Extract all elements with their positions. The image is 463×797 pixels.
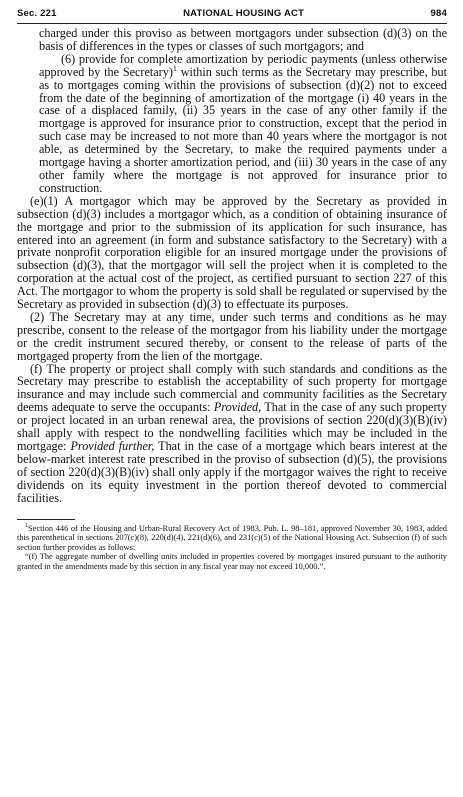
paragraph-6 [17,53,447,195]
page-number: 984 [430,8,447,19]
provided-italic: Provided, [213,400,262,415]
paragraph-6-part-a: (6) provide for complete amortization by periodic payments (unless otherwise approved by the Secretary) [39,51,447,79]
paragraph-f [17,363,447,505]
paragraph-5-continuation: charged under this proviso as between mortgagors under subsection (d)(3) on the basis of differences in the types or classes of such mortgagors; and [39,26,447,53]
footnote-divider [17,519,75,520]
document-page [17,8,447,572]
running-header [17,8,447,24]
provided-further-italic: Provided further, [70,439,155,453]
section-label: Sec. 221 [17,8,57,19]
paragraph-e2: (2) The Secretary may at any time, under such terms and conditions as he may prescribe, consent to the release of the mortgagor from his liability under the mortgage or the credit instrument secured thereby, or consent to the release of parts of the mortgaged property from the lien of the mortgage. [17,309,447,363]
paragraph-f-part-c: That in the case of a mortgage which bears interest at the below-market interest rate prescribed in the proviso of subsection (d)(5), the provisions of section 220(d)(3)(B)(iv) shall only apply if the mortgagor waives the right to receive dividends on its equity investment in the portion thereof devoted to commercial facilities. [17,439,447,505]
footnote-1-quote: “(f) The aggregate number of dwelling units included in properties covered by mortgages insured pursuant to the authority granted in the amendments made by this section in any fiscal year may not exceed 10,000.”. [17,552,447,571]
footnote-1 [17,524,447,553]
paragraph-f-part-a: (f) The property or project shall comply with such standards and conditions as the Secretary may prescribe to establish the acceptability of such property for mortgage insurance and may include such commercial and community facilities as the Secretary deems adequate to serve the occupants: [17,361,447,415]
body-text [17,27,447,505]
paragraph-e1: (e)(1) A mortgagor which may be approved by the Secretary as provided in subsection (d)(3) includes a mortgagor which, as a condition of obtaining insurance of the mortgage and prior to the submission of its application for such insurance, has entered into an agreement (in form and substance satisfactory to the Secretary) with a private nonprofit corporation eligible for an insured mortgage under the provisions of subsection (d)(3), that the mortgagor will sell the project when it is completed to the corporation at the actual cost of the project, as certified pursuant to section 227 of this Act. The mortgagor to whom the property is sold shall be regulated or supervised by the Secretary as provided in subsection (d)(3) to effectuate its purposes. [17,193,447,312]
paragraph-f-part-b: That in the case of any such property or project located in an urban renewal area, the provisions of section 220(d)(3)(B)(iv) shall apply with respect to the nondwelling facilities which may be included in the mortgage: [17,400,447,453]
footnote-reference: 1 [172,63,177,73]
act-title: NATIONAL HOUSING ACT [183,8,305,19]
footnote-1-marker: 1 [25,522,28,529]
footnote-1-text: Section 446 of the Housing and Urban-Rural Recovery Act of 1983, Pub. L. 98–181, approved November 30, 1983, added this parenthetical in sections 207(c)(8), 220(d)(4), 221(d)(6), and 231(c)(5) of the National Housing Act. Subsection (f) of such section further provides as follows: [17,523,447,552]
paragraph-6-part-b: within such terms as the Secretary may prescribe, but as to mortgages coming within the provisions of subsection (d)(2) not to exceed from the date of the beginning of amortization of the mortgage (i) 40 years in the case of a displaced family, (ii) 35 years in the case of any other family if the mortgage is approved for insurance prior to construction, except that the period in such case may be increased to not more than 40 years where the mortgagor is not able, as determined by the Secretary, to make the required payments under a mortgage having a shorter amortization period, and (iii) 30 years in the case of any other family where the mortgage is not approved for insurance prior to construction. [39,64,447,195]
footnotes [17,524,447,572]
